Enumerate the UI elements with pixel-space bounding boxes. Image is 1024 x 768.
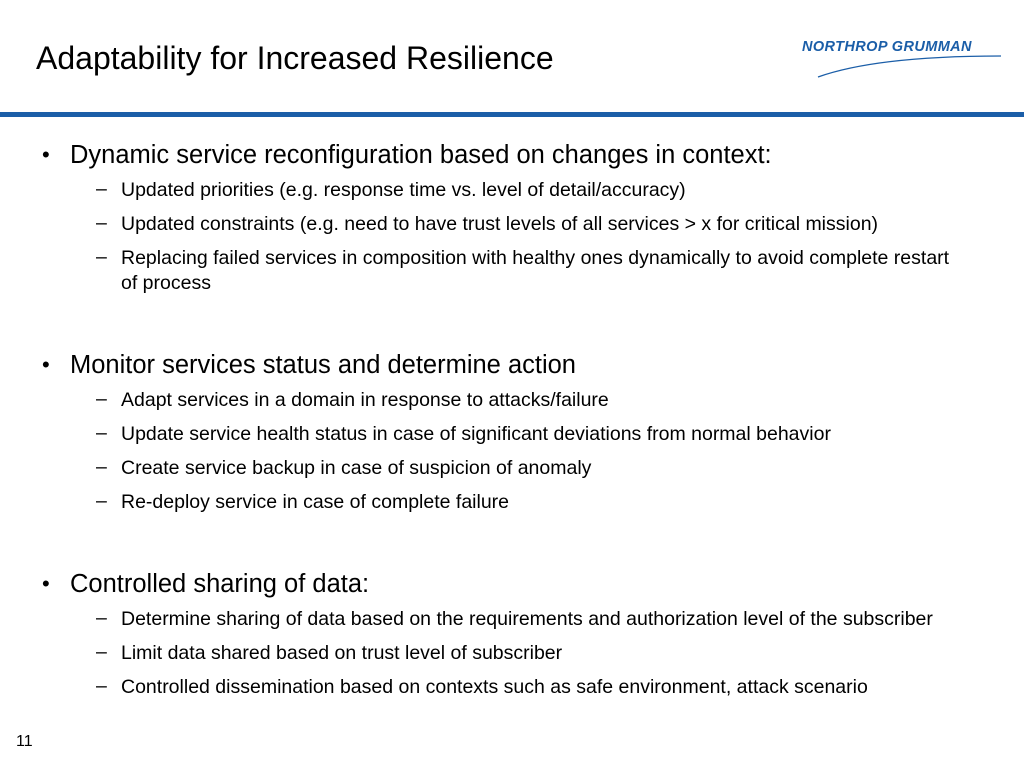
logo-swoosh-icon	[796, 36, 1002, 80]
sub-text: Controlled dissemination based on contexts such as safe environment, attack scenario	[121, 676, 868, 698]
sub-item	[42, 178, 1002, 203]
dash-marker: –	[96, 607, 107, 629]
sub-text: Updated priorities (e.g. response time vs. level of detail/accuracy)	[121, 179, 686, 201]
sub-text: Re-deploy service in case of complete failure	[121, 491, 510, 513]
slide-title: Adaptability for Increased Resilience	[36, 40, 554, 76]
bullet-text: Monitor services status and determine action	[70, 351, 576, 379]
sub-item	[42, 388, 1002, 413]
bullet-dot: •	[42, 571, 50, 596]
bullet-dot: •	[42, 352, 50, 377]
dash-marker: –	[96, 641, 107, 663]
sub-text: Updated constraints (e.g. need to have trust levels of all services > x for critical mission)	[121, 213, 879, 235]
header-divider	[0, 112, 1024, 117]
slide-content	[42, 138, 1002, 709]
sub-text: Update service health status in case of significant deviations from normal behavior	[121, 423, 831, 445]
logo-wordmark: NORTHROP GRUMMAN	[802, 39, 972, 55]
sub-list	[42, 607, 1002, 700]
dash-marker: –	[96, 456, 107, 478]
sub-text: Replacing failed services in composition with healthy ones dynamically to avoid complete restart of process	[121, 247, 950, 294]
sub-item	[42, 246, 1002, 296]
northrop-grumman-logo	[796, 36, 1002, 80]
bullet-text: Dynamic service reconfiguration based on changes in context:	[70, 141, 772, 169]
sub-item	[42, 675, 1002, 700]
dash-marker: –	[96, 422, 107, 444]
sub-list	[42, 388, 1002, 515]
sub-item	[42, 607, 1002, 632]
bullet-item	[42, 567, 1002, 601]
dash-marker: –	[96, 178, 107, 200]
bullet-text: Controlled sharing of data:	[70, 570, 370, 598]
sub-item	[42, 641, 1002, 666]
dash-marker: –	[96, 212, 107, 234]
sub-list	[42, 178, 1002, 296]
dash-marker: –	[96, 388, 107, 410]
sub-item	[42, 212, 1002, 237]
bullet-item	[42, 138, 1002, 172]
dash-marker: –	[96, 490, 107, 512]
sub-text: Limit data shared based on trust level of subscriber	[121, 642, 563, 664]
page-number: 11	[16, 733, 33, 750]
sub-item	[42, 490, 1002, 515]
sub-item	[42, 456, 1002, 481]
dash-marker: –	[96, 246, 107, 268]
sub-item	[42, 422, 1002, 447]
sub-text: Create service backup in case of suspicion of anomaly	[121, 457, 592, 479]
sub-text: Adapt services in a domain in response to attacks/failure	[121, 389, 609, 411]
sub-text: Determine sharing of data based on the requirements and authorization level of the subscriber	[121, 608, 933, 630]
bullet-dot: •	[42, 142, 50, 167]
dash-marker: –	[96, 675, 107, 697]
bullet-item	[42, 348, 1002, 382]
